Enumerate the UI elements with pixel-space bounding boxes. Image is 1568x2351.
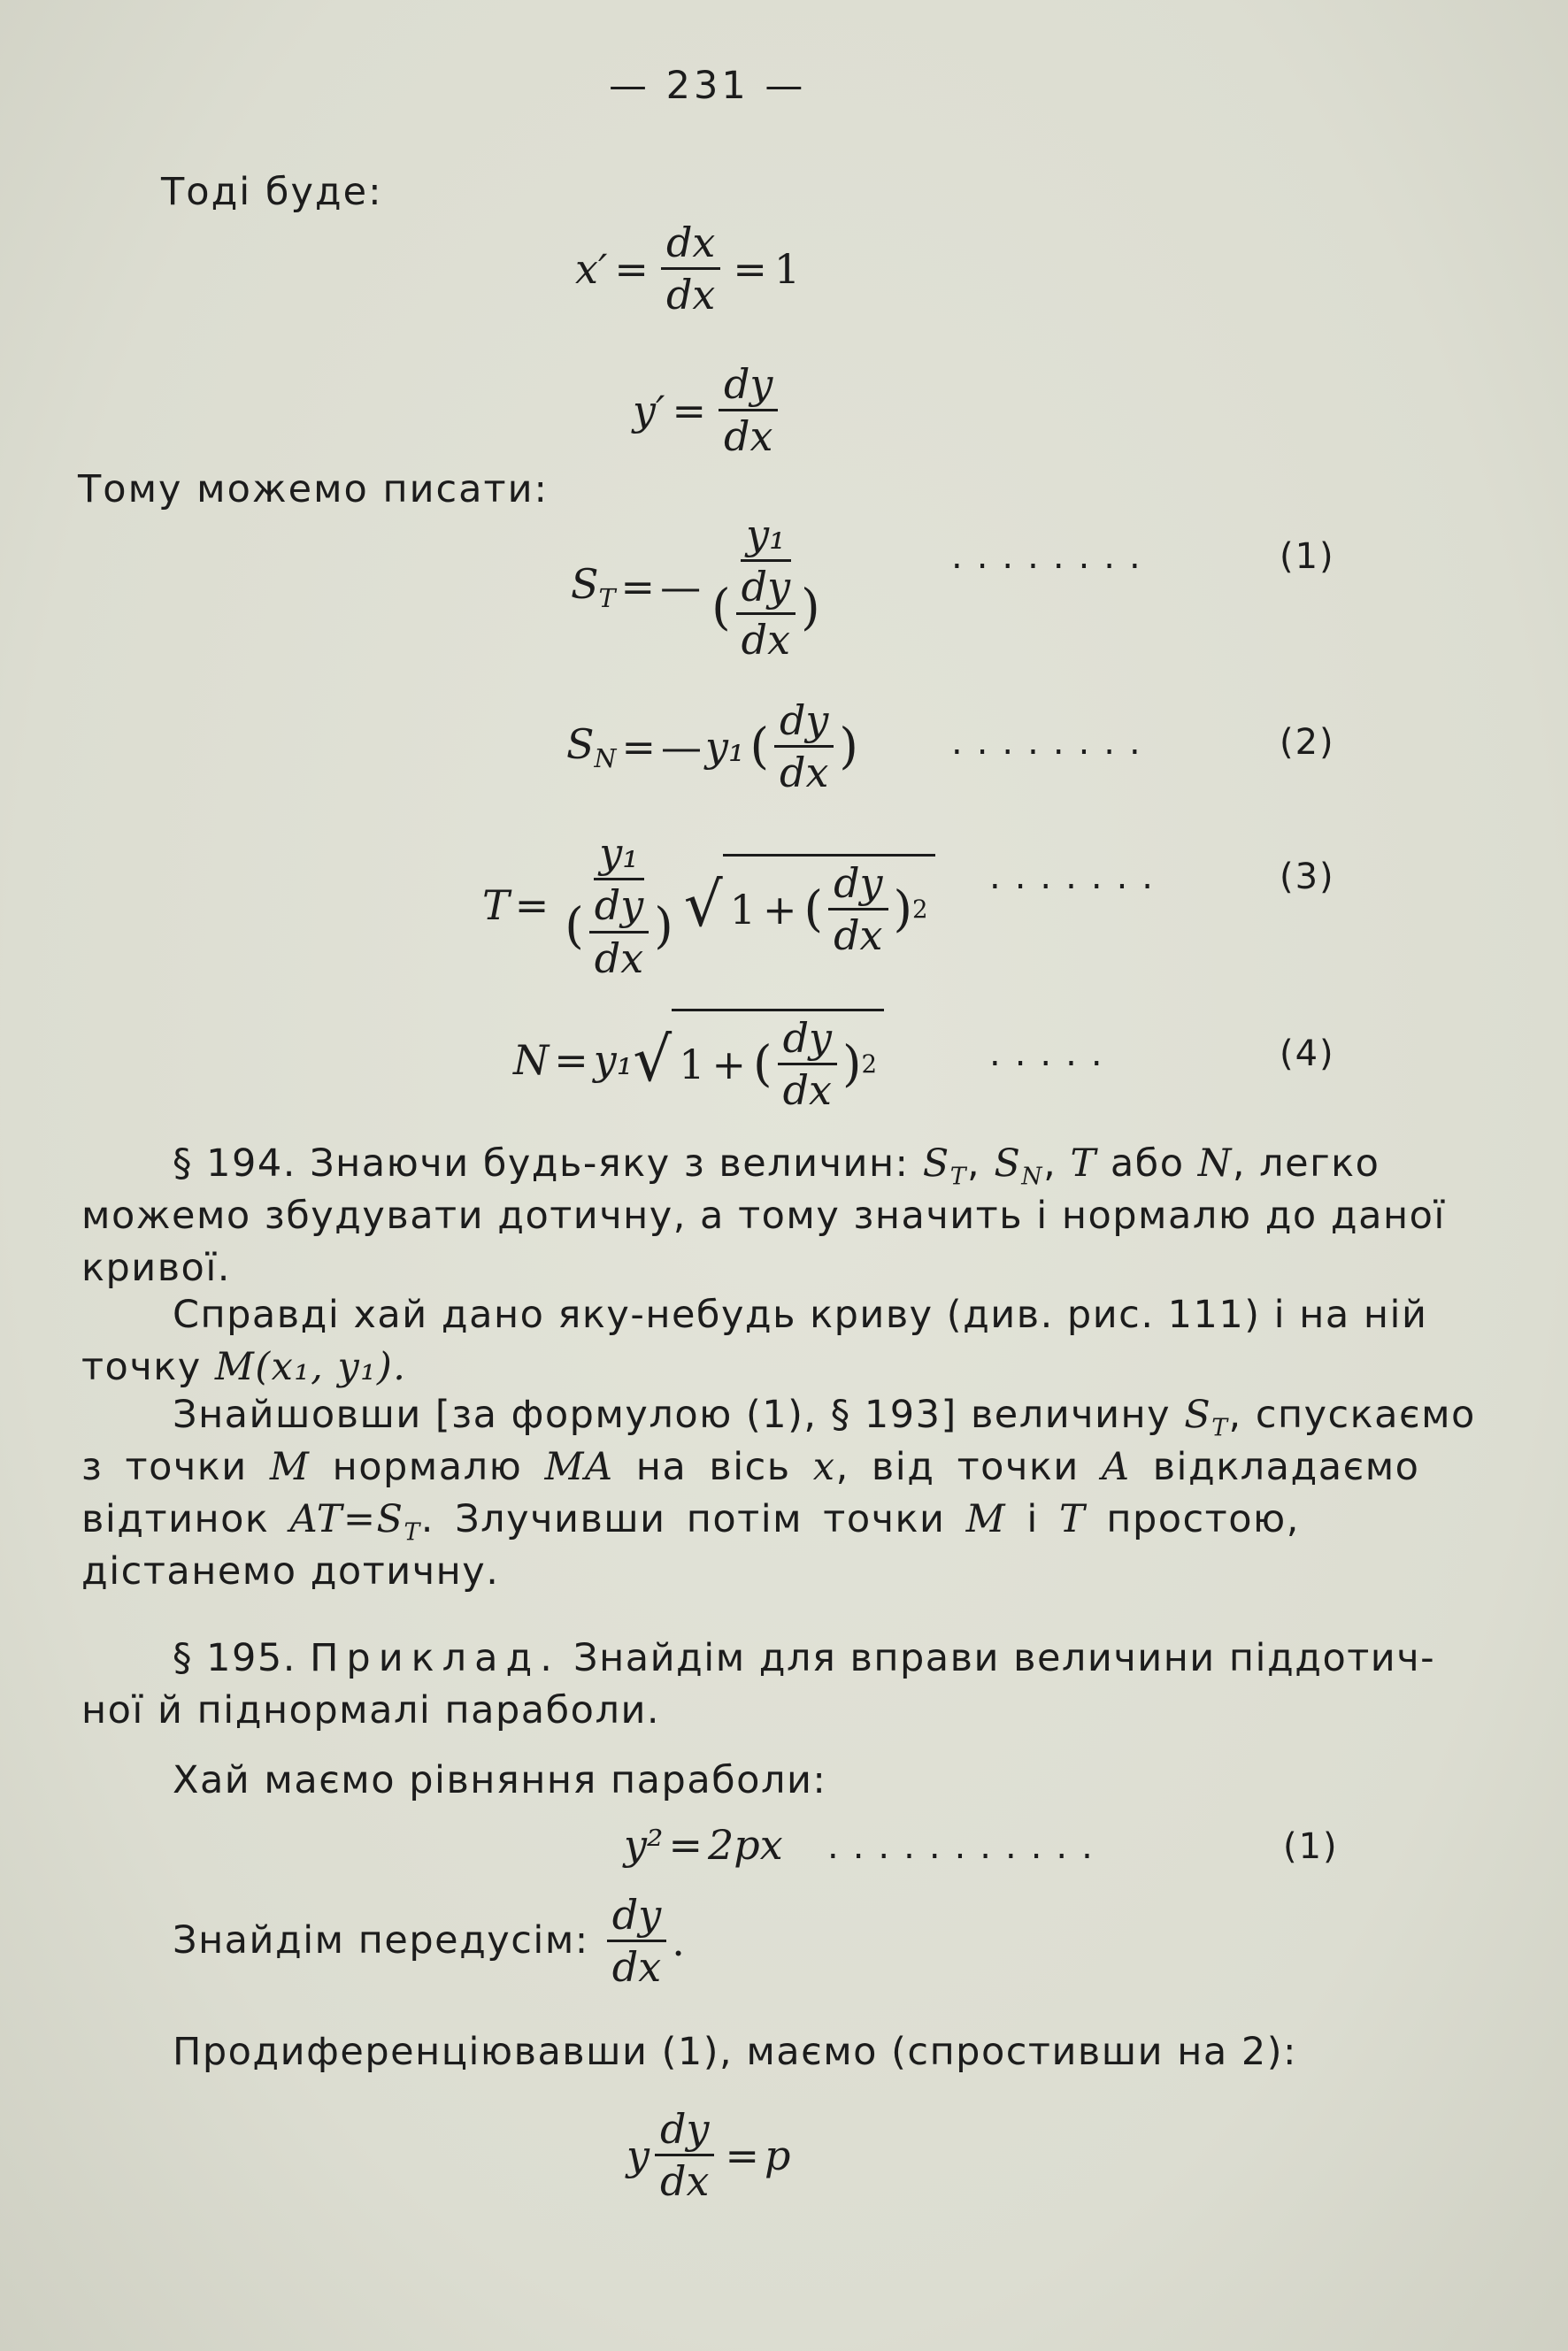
equation-number-4: (4)	[1280, 1033, 1335, 1074]
y-symbol: y	[626, 2131, 649, 2179]
p-symbol: p	[764, 2131, 791, 2179]
equation-x-prime	[575, 221, 800, 317]
paragraph-znayshovshy-line2: з точки M нормалю MA на вісь x, від точки A відкладаємо	[81, 1445, 1420, 1489]
x-prime-symbol: x′	[575, 244, 608, 293]
paragraph-194-line2: можемо збудувати дотичну, а тому значить і нормалю до даної	[81, 1194, 1446, 1238]
T-symbol: T	[482, 881, 510, 930]
numerator: dy	[719, 363, 778, 411]
paragraph-spravdi-line2: точку M(x₁, y₁).	[81, 1345, 407, 1389]
paragraph-195-line1: § 195. Приклад. Знайдім для вправи величини піддотич-	[173, 1636, 1436, 1680]
fraction-y1-over-derivative	[706, 511, 826, 664]
equals-sign: =	[668, 1821, 703, 1869]
y1-symbol: y₁	[593, 1036, 634, 1085]
leader-dots: .....	[989, 1033, 1117, 1074]
paragraph-195-line2: ної й піднормалі параболи.	[81, 1688, 661, 1733]
S-symbol: $S_T$	[571, 560, 616, 614]
fraction-dx-dx	[661, 221, 720, 317]
equation-2-subnormal	[566, 696, 858, 797]
text-znaydim-peredusim: Знайдім передусім: $\frac{dy}{dx}$ .	[173, 1891, 685, 1992]
numerator: dx	[661, 221, 720, 270]
paragraph-znayshovshy-line1: Знайшовши [за формулою (1), § 193] величину $S_T$, спускаємо	[173, 1393, 1476, 1442]
equation-number-1: (1)	[1280, 536, 1335, 577]
square-root: √ 1 + ( $\frac{dy}{dx}$ ) 2	[633, 1009, 884, 1112]
paragraph-znayshovshy-line4: дістанемо дотичну.	[81, 1549, 500, 1594]
derivative-parenthesized: ( $\frac{dy}{dx}$ )	[749, 696, 858, 797]
equals-sign: =	[614, 244, 649, 293]
equation-4-normal-length	[513, 1009, 884, 1115]
fraction-dy-dx	[719, 360, 778, 461]
paragraph-194-line3: кривої.	[81, 1246, 231, 1290]
equation-number-parabola: (1)	[1283, 1826, 1339, 1867]
text-prodyferentsiyuvavshy: Продиференціювавши (1), маємо (спростивши на 2):	[173, 2030, 1297, 2074]
leader-dots: ........	[951, 536, 1155, 577]
numerator: y₁	[594, 832, 643, 880]
leader-dots: .......	[989, 857, 1168, 897]
fraction-y1-over-derivative	[559, 829, 679, 982]
equation-differentiated	[626, 2105, 791, 2206]
two-p-x: 2px	[707, 1821, 783, 1869]
paragraph-194-line1: § 194. Знаючи будь-яку з величин: $S_T$, $S_N$, T або N, легко	[173, 1141, 1380, 1191]
equation-y-prime	[633, 360, 783, 461]
one-value: 1	[773, 244, 801, 293]
text-todi-bude: Тоді буде:	[161, 170, 383, 214]
denominator: dx	[665, 271, 716, 319]
leader-dots: ...........	[827, 1826, 1107, 1867]
equals-sign: =	[725, 2131, 759, 2179]
equation-parabola	[624, 1821, 783, 1869]
N-symbol: N	[513, 1036, 550, 1085]
denominator: ( $\frac{dy}{dx}$ )	[711, 563, 820, 664]
equation-number-2: (2)	[1280, 722, 1335, 763]
text-hay-mayemo: Хай маємо рівняння параболи:	[173, 1758, 827, 1802]
numerator: y₁	[741, 513, 790, 562]
square-root: √ 1 + ( $\frac{dy}{dx}$ ) 2	[684, 854, 935, 957]
minus-sign: —	[660, 563, 702, 611]
S-symbol: $S_N$	[566, 719, 617, 773]
y-squared: y²	[624, 1821, 664, 1869]
equals-sign: =	[514, 881, 550, 930]
y-prime-symbol: y′	[633, 386, 665, 434]
equation-number-3: (3)	[1280, 857, 1335, 897]
equals-sign: =	[621, 722, 657, 771]
paragraph-spravdi-line1: Справді хай дано яку-небудь криву (див. рис. 111) і на ній	[173, 1293, 1428, 1337]
equation-1-subtangent	[571, 511, 831, 664]
denominator: ( $\frac{dy}{dx}$ )	[565, 881, 673, 982]
page-number: — 231 —	[609, 64, 807, 108]
equation-3-tangent-length	[482, 829, 935, 982]
y1-symbol: y₁	[705, 722, 745, 771]
minus-sign: —	[661, 722, 703, 771]
denominator: dx	[724, 412, 773, 461]
leader-dots: ........	[951, 722, 1155, 763]
text-tomu: Тому можемо писати:	[78, 467, 550, 511]
fraction-dy-dx: $\frac{dy}{dx}$	[655, 2108, 714, 2203]
equals-sign: =	[554, 1036, 588, 1085]
equals-sign: =	[620, 563, 656, 611]
equals-sign: =	[672, 386, 706, 434]
paragraph-znayshovshy-line3: відтинок $AT=S_T$. Злучивши потім точки M і T простою,	[81, 1497, 1300, 1547]
equals-sign: =	[733, 244, 767, 293]
